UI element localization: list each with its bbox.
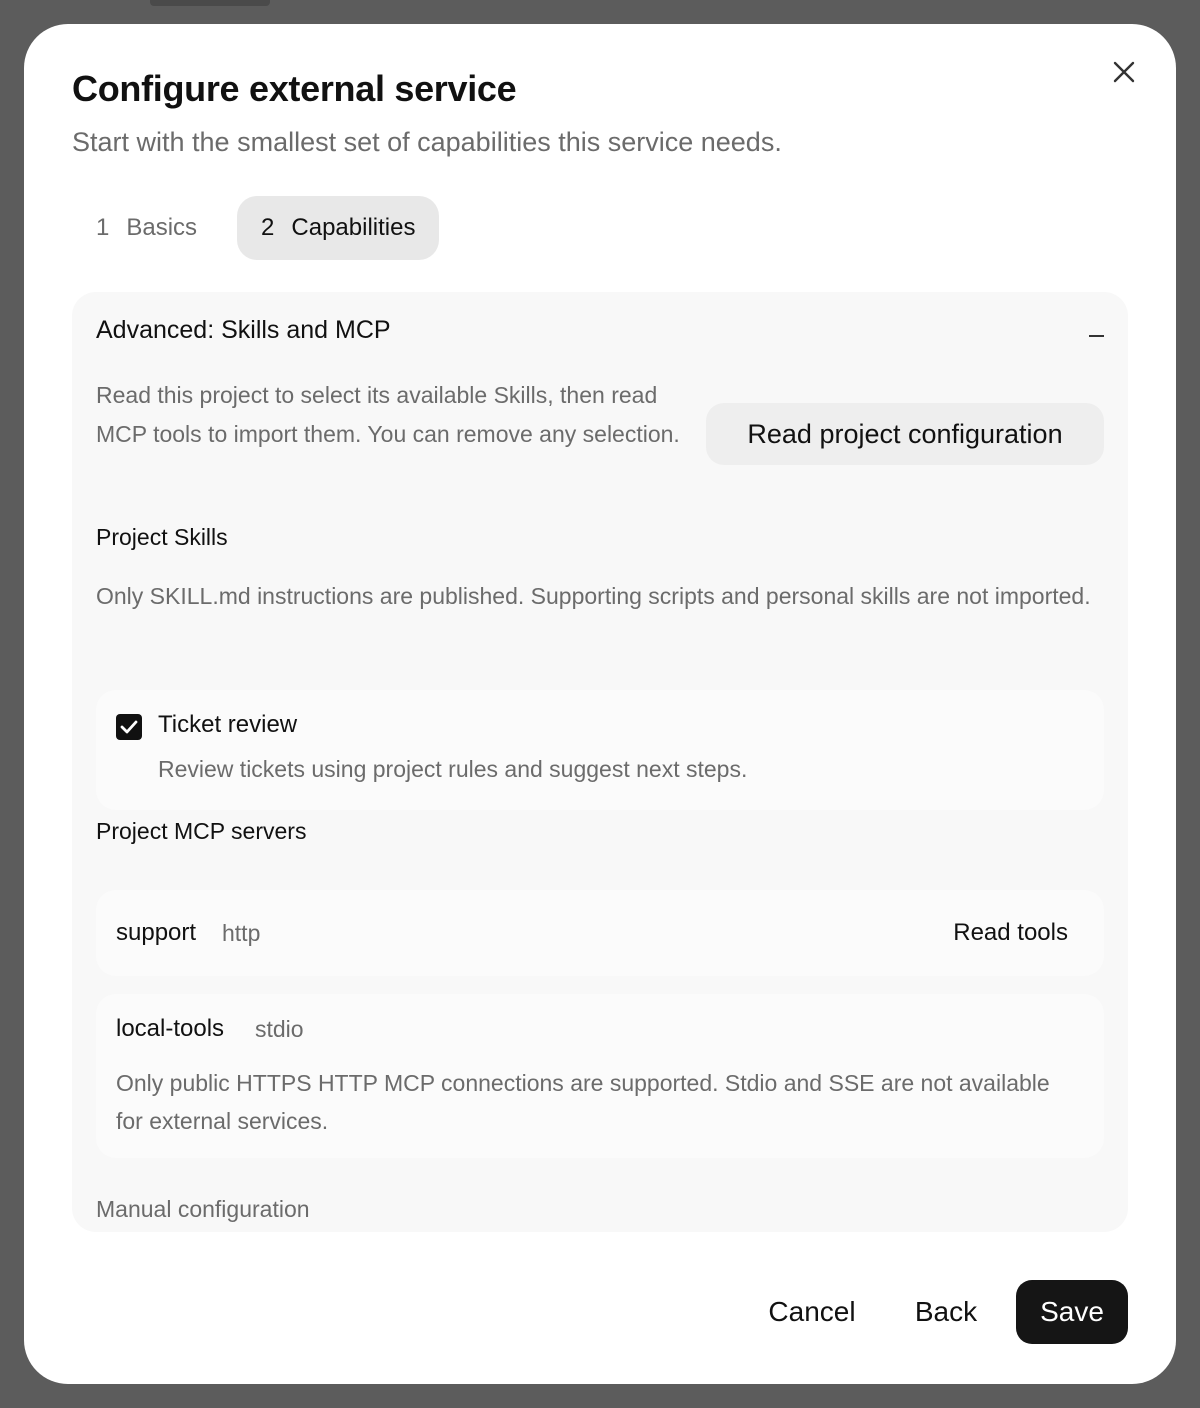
tab-basics[interactable] — [72, 196, 221, 260]
server-unsupported-note: Only public HTTPS HTTP MCP connections are supported. Stdio and SSE are not available for external services. — [116, 1070, 1050, 1134]
back-button[interactable]: Back — [914, 1296, 978, 1327]
read-project-configuration-button[interactable]: Read project configuration — [706, 403, 1104, 465]
minus-icon — [1089, 335, 1104, 337]
advanced-panel-title: Advanced: Skills and MCP — [96, 316, 391, 344]
server-name: local-tools — [116, 1015, 225, 1042]
advanced-intro: Read this project to select its available Skills, then read MCP tools to import them. You can remove any selection. — [96, 382, 680, 447]
step-tabs — [72, 196, 439, 260]
mcp-server-row — [96, 994, 1104, 1158]
project-skills-heading: Project Skills — [96, 524, 228, 550]
tab-number: 1 — [96, 214, 110, 241]
skill-name: Ticket review — [158, 711, 298, 738]
skill-checkbox[interactable] — [116, 714, 142, 740]
advanced-panel — [72, 292, 1128, 1232]
background-page-fragment — [150, 0, 270, 6]
cancel-button[interactable]: Cancel — [768, 1296, 856, 1327]
server-transport: stdio — [255, 1016, 304, 1042]
tab-number: 2 — [261, 214, 275, 241]
project-mcp-heading: Project MCP servers — [96, 818, 307, 844]
checkmark-icon — [120, 719, 138, 735]
dialog-title: Configure external service — [72, 68, 517, 109]
tab-label: Capabilities — [291, 214, 416, 241]
project-skills-description: Only SKILL.md instructions are published. Supporting scripts and personal skills are not imported. — [96, 583, 1091, 609]
server-transport: http — [222, 920, 261, 946]
save-button[interactable]: Save — [1016, 1280, 1128, 1344]
dialog-subtitle: Start with the smallest set of capabilities this service needs. — [72, 127, 782, 157]
tab-label: Basics — [126, 214, 198, 241]
configure-service-dialog — [24, 24, 1176, 1384]
manual-configuration-toggle[interactable]: Manual configuration — [96, 1196, 310, 1222]
skill-item — [96, 690, 1104, 810]
close-icon — [1113, 61, 1135, 83]
server-name: support — [116, 919, 197, 946]
dialog-footer — [748, 1280, 1128, 1344]
read-tools-button[interactable]: Read tools — [953, 919, 1068, 946]
tab-capabilities[interactable] — [237, 196, 439, 260]
close-button[interactable] — [1106, 54, 1142, 90]
mcp-server-row — [96, 890, 1104, 976]
skill-description: Review tickets using project rules and suggest next steps. — [158, 756, 748, 782]
collapse-button[interactable] — [1088, 326, 1104, 346]
